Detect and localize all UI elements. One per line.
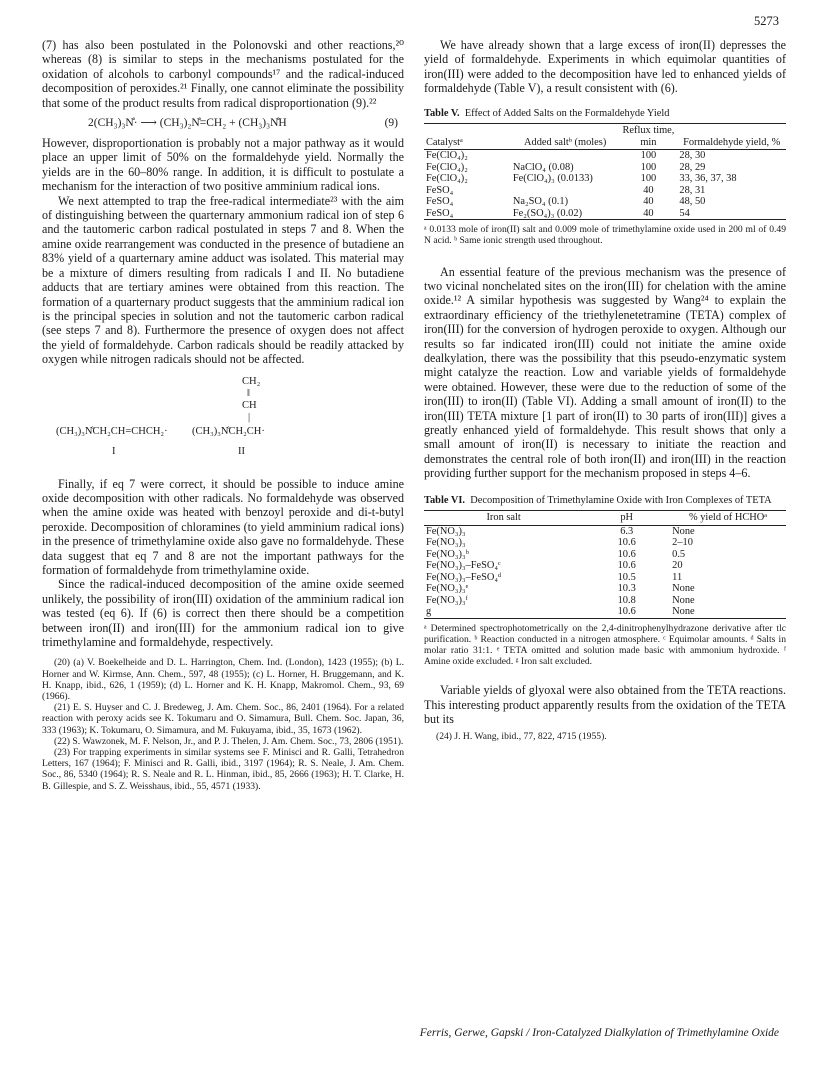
table-row [424, 150, 786, 162]
paragraph: However, disproportionation is probably not a major pathway as it would place an upper limit of 50% on the formaldehyde yield. Normally the yields are in the 60–80% range. In addition, it is difficult to postulate a mechanism for the interaction of two positive amminium radical ions. [42, 136, 404, 194]
left-column [42, 38, 404, 792]
table-cell: 28, 30 [679, 150, 706, 162]
table-cell: 33, 36, 37, 38 [679, 173, 737, 185]
structure-II-formula: (CH₃)₃N̊CH₂CH· [192, 425, 265, 437]
table-cell: 2–10 [672, 537, 693, 549]
table-cell: 100 [640, 161, 657, 173]
table-title: Decomposition of Trimethylamine Oxide with Iron Complexes of TETA [470, 494, 772, 506]
paragraph: An essential feature of the previous mechanism was the presence of two vicinal nonchelated sites on the iron(III) for chelation with the amine oxide.¹² A similar hypothesis was suggested by Wang²⁴ to explain the extraordinary efficiency of the triethylenetetramine (TETA) complex of iron(III) for the conversion of hydrogen peroxide to oxygen. Although our results so far indicated iron(III) could not initiate the amine oxide dealkylation, there was the possibility that this pseudo-enzymatic system might catalyze the reaction. Low and variable yields of formaldehyde were obtained. However, these were due to the reduction of some of the iron(III) to iron(II) (Table VI). Adding a small amount of iron(II) to the iron(III) TETA mixture [1 part of iron(II) to 30 parts of iron(III)] gives a greatly enhanced yield of formaldehyde. This result shows that only a small amount of iron(II) is necessary to initiate the reaction and demonstrates the central role of both iron(II) and iron(III) in the reaction providing further support for the mechanism proposed in steps 4–6. [424, 264, 786, 481]
paragraph: (7) has also been postulated in the Polonovski and other reactions,²⁰ whereas (8) is similar to steps in the mechanisms postulated for the oxidation of alcohols to carbonyl compounds¹⁷ and the radical-induced decomposition of peroxides.²¹ Finally, one cannot eliminate the possibility that some of the product results from radical disproportionation (9).²² [42, 38, 404, 110]
table-cell: Fe(NO₃)₃–FeSO₄ᵈ [426, 571, 502, 583]
table-cell: FeSO₄ [426, 184, 454, 196]
paragraph: Variable yields of glyoxal were also obtained from the TETA reactions. This interesting product apparently results from the oxidation of the TETA but its [424, 683, 786, 727]
structure-II-bond: | [248, 411, 251, 423]
column-header: Iron salt [424, 511, 583, 526]
structure-II-double-bond: ‖ [247, 387, 250, 399]
structure-I-formula: (CH₃)₃N̊CH₂CH=CHCH₂· [56, 425, 168, 437]
table-row [424, 185, 786, 197]
table-cell: 28, 31 [679, 184, 706, 196]
table-row [424, 537, 786, 549]
table-row [424, 162, 786, 174]
right-column [424, 38, 786, 742]
table-cell: Fe(NO₃)₃ [426, 537, 466, 549]
table-row [424, 560, 786, 572]
table-cell: 10.5 [617, 571, 636, 583]
table-cell: Fe(NO₃)₃ᶠ [426, 594, 468, 606]
structure-II-ch2: CH₂ [242, 375, 261, 387]
structure-II-ch: CH [242, 399, 257, 411]
table-cell: 10.6 [617, 560, 636, 572]
table-row [424, 208, 786, 220]
table-label: Table VI. [424, 494, 466, 506]
table-cell: Fe(ClO₄)₂ [426, 150, 468, 162]
footnote: (21) E. S. Huyser and C. J. Bredeweg, J. Am. Chem. Soc., 86, 2401 (1964). For a related reaction with peroxy acids see K. Tokumaru and O. Simamura, Bull. Chem. Soc. Japan, 36, 333 (1963); K. Tokumaru, O. Simamura, and M. Fukuyama, ibid., 35, 1673 (1962). [42, 702, 404, 736]
table [424, 510, 786, 619]
table-row [424, 196, 786, 208]
table-cell: None [672, 594, 695, 606]
table-cell: FeSO₄ [426, 196, 454, 208]
paragraph: We have already shown that a large excess of iron(II) depresses the yield of formaldehyde. Experiments in which equimolar quantities of iron(III) were added to the decomposition have led to enhanced yields of formaldehyde (Table V), a result consistent with (6). [424, 38, 786, 96]
column-header: Formaldehyde yield, % [677, 124, 786, 150]
table-cell [511, 185, 620, 197]
column-header: Catalystᵃ [424, 124, 511, 150]
paragraph: Since the radical-induced decomposition of the amine oxide seemed unlikely, the possibility of iron(III) oxidation of the amminium radical ion was tested (eq 6). If (6) is correct then there should be a competition between iron(II) and iron(III) for the ammonium radical ion to give trimethylamine and formaldehyde, respectively. [42, 577, 404, 649]
table-cell: Fe(NO₃)₃ [426, 525, 466, 537]
footnote: (22) S. Wawzonek, M. F. Nelson, Jr., and P. J. Thelen, J. Am. Chem. Soc., 73, 2806 (1951). [54, 735, 404, 747]
footnote: (23) For trapping experiments in similar systems see F. Minisci and R. Galli, Tetrahedron Letters, 167 (1964); F. Minisci and R. Galli, ibid., 3197 (1964); R. S. Neale, J. Am. Chem. Soc., 86, 5340 (1964); R. S. Neale and R. L. Hinman, ibid., 85, 2666 (1963); H. T. Clarke, H. B. Gillespie, and S. Z. Weisshaus, ibid., 55, 4571 (1933). [42, 747, 404, 792]
table-cell: 40 [643, 184, 654, 196]
table-cell: Fe(ClO₄)₂ [426, 173, 468, 185]
table-cell: NaClO₄ (0.08) [512, 161, 574, 173]
table-cell: 54 [677, 208, 786, 220]
table-6 [424, 495, 786, 668]
equation-number: (9) [384, 117, 398, 130]
table-cell: 0.5 [672, 548, 686, 560]
page-number: 5273 [754, 14, 779, 28]
table-cell: 10.6 [617, 548, 636, 560]
table-row [424, 525, 786, 537]
running-footer: Ferris, Gerwe, Gapski / Iron-Catalyzed Dialkylation of Trimethylamine Oxide [419, 1027, 779, 1039]
table-title: Effect of Added Salts on the Formaldehyde Yield [464, 107, 670, 119]
equation-9 [42, 116, 404, 132]
table-cell: None [670, 606, 786, 618]
table-cell: 40 [643, 196, 654, 208]
table-cell: Fe(ClO₄)₃ (0.0133) [512, 173, 593, 185]
table-row [424, 595, 786, 607]
column-header: pH [583, 511, 670, 526]
table-5 [424, 108, 786, 247]
paragraph: Finally, if eq 7 were correct, it should be possible to induce amine oxide decomposition with other radicals. No formaldehyde was observed when the amine oxide was heated with benzoyl peroxide and di-t-butyl peroxide. Decomposition of chloramines (to yield amminium radical ions) in the presence of trimethylamine oxide also gave no formaldehyde. These data suggest that eq 7 and 8 are not the important pathways for the formation of formaldehyde from trimethylamine oxide. [42, 476, 404, 577]
table-cell: None [672, 583, 695, 595]
table-cell [511, 150, 620, 162]
table-cell: 10.6 [617, 537, 636, 549]
table-cell: 6.3 [620, 525, 634, 537]
paragraph: We next attempted to trap the free-radical intermediate²³ with the aim of distinguishing between the quarternary ammonium radical ion of step 6 and the tautomeric carbon radical postulated in steps 7 and 8. When the amine oxide rearrangement was conducted in the presence of butadiene an 83% yield of a quarternary amine adduct was isolated. This material may be a mixture of dimers resulting from radicals I and II. No butadiene adducts that are tertiary amines were obtained from this reaction. The formation of a quarternary product suggests that the amminium radical ion is the principal species in solution and not the tautomeric carbon radical (see steps 7 and 8). Furthermore the presence of oxygen does not affect the yield of formaldehyde. Carbon radicals should be readily attacked by oxygen while nitrogen radicals should not be affected. [42, 193, 404, 367]
table-row [424, 549, 786, 561]
table-row [424, 606, 786, 618]
table-cell: Fe(NO₃)₃–FeSO₄ᶜ [426, 560, 501, 572]
table-cell: Fe(NO₃)₃ᵉ [426, 583, 469, 595]
table-cell: g [424, 606, 583, 618]
equation-body: 2(CH₃)₃N̊· ⟶ (CH₃)₂N̊=CH₂ + (CH₃)₃N̊H [88, 117, 287, 130]
table-row [424, 173, 786, 185]
table [424, 123, 786, 220]
table-cell: 10.8 [617, 594, 636, 606]
table-cell: 10.6 [583, 606, 670, 618]
footnote: (24) J. H. Wang, ibid., 77, 822, 4715 (1955). [436, 730, 607, 742]
table-cell: 100 [640, 150, 657, 162]
table-cell: 10.3 [617, 583, 636, 595]
table-row [424, 572, 786, 584]
table-cell: None [672, 525, 695, 537]
table-cell: 20 [672, 560, 683, 572]
structure-II-label: II [238, 445, 245, 457]
column-header: Added saltᵇ (moles) [511, 124, 620, 150]
radical-structures [42, 373, 404, 473]
table-cell: Na₂SO₄ (0.1) [512, 196, 569, 208]
footnotes [42, 657, 404, 791]
structure-I-label: I [112, 445, 116, 457]
column-header: % yield of HCHOᵃ [670, 511, 786, 526]
table-cell: Fe₂(SO₄)₃ (0.02) [511, 208, 620, 220]
table-cell: Fe(NO₃)₃ᵇ [426, 548, 469, 560]
table-cell: 40 [619, 208, 677, 220]
table-row [424, 583, 786, 595]
table-cell: 28, 29 [679, 161, 706, 173]
footnotes [424, 731, 786, 742]
table-cell: Fe(ClO₄)₂ [426, 161, 468, 173]
table-note: ᵃ Determined spectrophotometrically on the 2,4-dinitrophenylhydrazone derivative after tlc purification. ᵇ Reaction conducted in a nitrogen atmosphere. ᶜ Equimolar amounts. ᵈ Salts in molar ratio 31:1. ᵉ TETA omitted and solution made basic with ammonium hydroxide. ᶠ Amine oxide excluded. ᵍ Iron salt excluded. [424, 622, 786, 668]
table-cell: 100 [640, 173, 657, 185]
table-cell: FeSO₄ [424, 208, 511, 220]
table-caption [424, 495, 786, 508]
table-note: ᵃ 0.0133 mole of iron(II) salt and 0.009 mole of trimethylamine oxide used in 200 ml of 0.49 N acid. ᵇ Same ionic strength used throughout. [424, 224, 786, 247]
table-cell: 11 [672, 571, 683, 583]
column-header: Reflux time, min [619, 124, 677, 150]
table-caption [424, 108, 786, 121]
table-label: Table V. [424, 107, 460, 119]
footnote: (20) (a) V. Boekelheide and D. L. Harrington, Chem. Ind. (London), 1423 (1955); (b) L. Horner and W. Kirmse, Ann. Chem., 597, 48 (1955); (c) L. Horner, H. Bruggemann, and K. H. Knapp, ibid., 626, 1 (1959); (d) L. Horner and K. H. Knapp, Makromol. Chem., 93, 69 (1966). [42, 657, 404, 703]
table-cell: 48, 50 [679, 196, 706, 208]
